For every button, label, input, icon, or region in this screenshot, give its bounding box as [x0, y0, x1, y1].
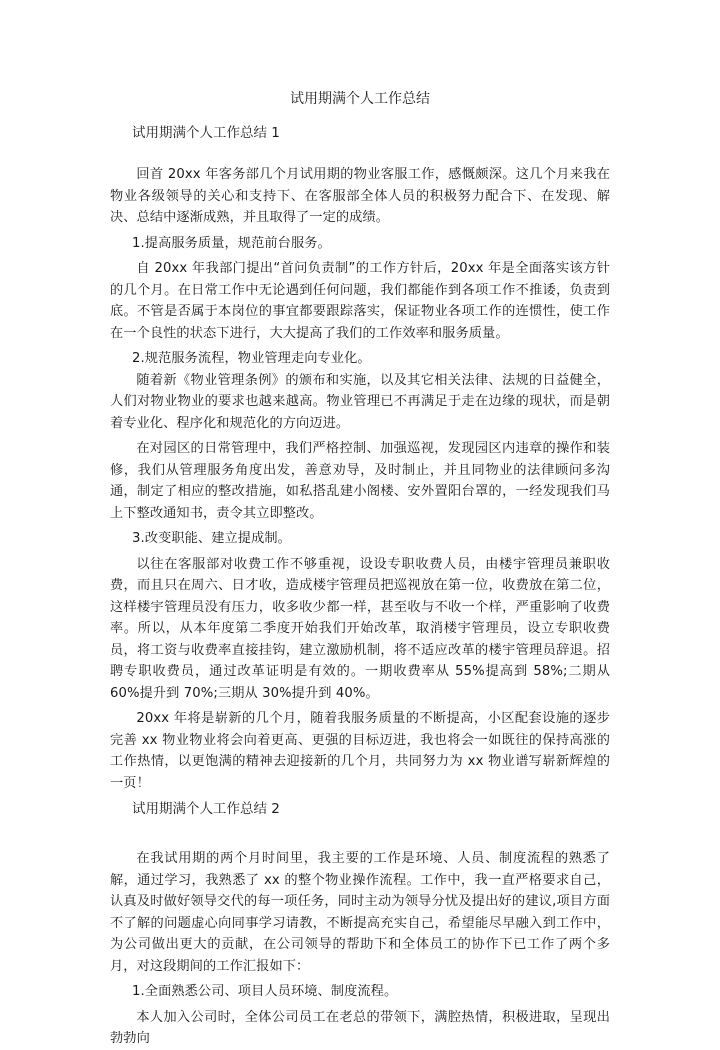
list-item-heading: 3.改变职能、建立提成制。 [132, 531, 291, 546]
section-2 [110, 800, 610, 1050]
paragraph: 以往在客服部对收费工作不够重视，设设专职收费人员，由楼宇管理员兼职收费，而且只在周六、日才收，造成楼宇管理员把巡视放在第一位，收费放在第二位，这样楼宇管理员没有压力，收多收少都一样，甚至收与不收一个样，严重影响了收费率。所以，从本年度第二季度开始我们开始改革，取消楼宇管理员，设立专职收费员，将工资与收费率直接挂钩，建立激励机制，将不适应改革的楼宇管理员辞退。招聘专职收费员，通过改革证明是有效的。一期收费率从 55%提高到 58%;二期从 60%提升到 70%;三期从 30%提升到 40%。 [110, 556, 610, 701]
paragraph: 自 20xx 年我部门提出“首问负责制”的工作方针后，20xx 年是全面落实该方针的几个月。在日常工作中无论遇到任何问题，我们都能作到各项工作不推诿，负责到底。不管是否属于本岗位的事宜都要跟踪落实，保证物业各项工作的连惯性，使工作在一个良性的状态下进行，大大提高了我们的工作效率和服务质量。 [110, 261, 610, 341]
paragraph: 在对园区的日常管理中，我们严格控制、加强巡视，发现园区内违章的操作和装修，我们从管理服务角度出发，善意劝导，及时制止，并且同物业的法律顾问多沟通，制定了相应的整改措施，如私搭乱建小阁楼、安外置阳台罩的，一经发现我们马上下整改通知书，责令其立即整改。 [110, 441, 610, 521]
paragraph: 本人加入公司时，全体公司员工在老总的带领下，满腔热情，积极进取，呈现出勃勃向 [110, 1009, 610, 1046]
list-item-heading: 1.全面熟悉公司、项目人员环境、制度流程。 [132, 984, 398, 999]
section-heading: 试用期满个人工作总结 1 [132, 125, 280, 141]
paragraph: 随着新《物业管理条例》的颁布和实施，以及其它相关法律、法规的日益健全，人们对物业物业的要求也越来越高。物业管理已不再满足于走在边缘的现状，而是朝着专业化、程序化和规范化的方向迈进。 [110, 372, 610, 431]
document-title: 试用期满个人工作总结 [290, 91, 430, 107]
paragraph: 回首 20xx 年客务部几个月试用期的物业客服工作，感慨颇深。这几个月来我在物业各级领导的关心和支持下、在客服部全体人员的积极努力配合下、在发现、解决、总结中逐渐成熟，并且取得了一定的成绩。 [110, 167, 610, 225]
paragraph: 在我试用期的两个月时间里，我主要的工作是环境、人员、制度流程的熟悉了解，通过学习，我熟悉了 xx 的整个物业操作流程。工作中，我一直严格要求自己，认真及时做好领导交代的每一项任务，同时主动为领导分忧及提出好的建议,项目方面不了解的问题虚心向同事学习请教，不断提高充实自己，希望能尽早融入到工作中，为公司做出更大的贡献，在公司领导的帮助下和全体员工的协作下已工作了两个多月，对这段期间的工作汇报如下： [110, 851, 610, 974]
list-item-heading: 2.规范服务流程，物业管理走向专业化。 [132, 351, 371, 366]
paragraph: 20xx 年将是崭新的几个月，随着我服务质量的不断提高，小区配套设施的逐步完善 xx 物业物业将会向着更高、更强的目标迈进，我也将会一如既往的保持高涨的工作热情，以更饱满的精神去迎接新的几个月，共同努力为 xx 物业谱写崭新辉煌的一页！ [110, 711, 610, 791]
section-heading: 试用期满个人工作总结 2 [132, 801, 280, 817]
section-1 [110, 124, 610, 794]
list-item-heading: 1.提高服务质量，规范前台服务。 [132, 235, 331, 251]
